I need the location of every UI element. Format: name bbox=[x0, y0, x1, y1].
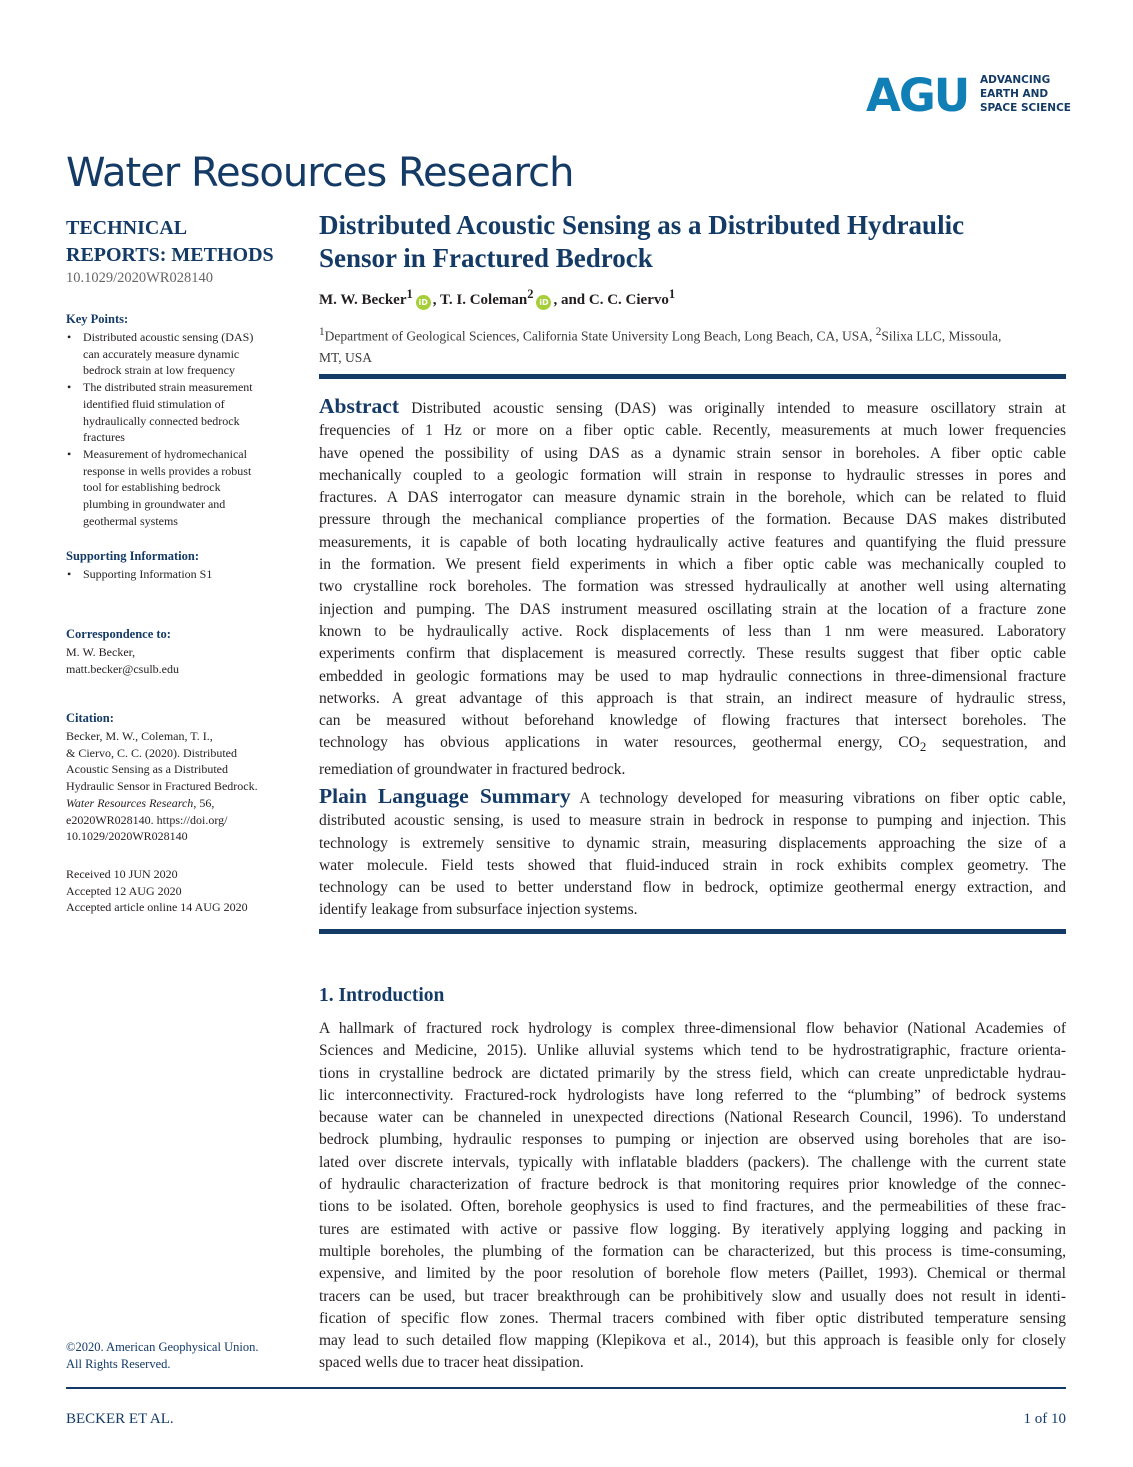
logo-line: EARTH AND bbox=[980, 88, 1049, 100]
divider bbox=[319, 374, 1066, 379]
section-type bbox=[66, 215, 288, 269]
key-point: • Measurement of hydromechanical response in wells provides a robust tool for establishing bedrock plumbing in groundwater and geothermal systems bbox=[83, 446, 288, 530]
key-points-list bbox=[66, 329, 288, 529]
introduction-heading: 1. Introduction bbox=[319, 985, 445, 1006]
citation-line: Hydraulic Sensor in Fractured Bedrock. bbox=[66, 779, 258, 794]
logo-line: ADVANCING bbox=[980, 74, 1051, 86]
title-line: Sensor in Fractured Bedrock bbox=[319, 243, 653, 273]
correspondence-name: M. W. Becker, bbox=[66, 645, 136, 659]
plain-language-summary: Plain Language Summary A technology developed for measuring vibrations on fiber optic cable, distributed acoustic sensing, is used to measure strain in bedrock in response to pumping and injection. This technology is extremely sensitive to dynamic strain, measuring displacements approaching the size of a water molecule. Field tests showed that fluid-induced strain in rock exhibits complex geometry. The technology can be used to better understand flow in bedrock, optimize geothermal energy extraction, and identify leakage from subsurface injection systems. bbox=[319, 784, 1066, 919]
citation-line: Acoustic Sensing as a Distributed bbox=[66, 762, 228, 777]
citation bbox=[66, 711, 288, 845]
accepted-date: Accepted 12 AUG 2020 bbox=[66, 883, 182, 898]
orcid-icon[interactable]: iD bbox=[416, 295, 431, 310]
supporting-label: Supporting Information: bbox=[66, 549, 200, 563]
copyright: ©2020. American Geophysical Union. All Rights Reserved. bbox=[66, 1340, 259, 1371]
authors: M. W. Becker$^1$iD , T. I. Coleman$^2$iD , and C. C. Ciervo$^1$ bbox=[319, 287, 676, 308]
citation-doi-link[interactable]: 10.1029/2020WR028140 bbox=[66, 829, 188, 844]
citation-label: Citation: bbox=[66, 711, 114, 725]
correspondence-label: Correspondence to: bbox=[66, 627, 171, 641]
pls-heading: Plain Language Summary bbox=[319, 784, 571, 808]
introduction-body: A hallmark of fractured rock hydrology is complex three-dimensional flow behavior (National Academies of Sciences and Medicine, 2015). Unlike alluvial systems which tend to be hydrostratigraphic, fracture orienta- tions in crystalline bedrock are dictated primarily by the stress field, which can create unpredictable hydrau- lic interconnectivity. Fractured-rock hydrologists have long referred to the “plumbing” of bedrock systems because water can be channeled in unexpected directions (National Research Council, 1996). To understand bedrock plumbing, hydraulic responses to pumping or injection are observed using boreholes that are iso- lated over discrete intervals, typically with inflatable bladders (packers). The challenge with the current state of hydraulic characterization of fracture bedrock is that monitoring requires prior knowledge of the connec- tions to be isolated. Often, borehole geophysics is used to find fractures, and the permeabilities of these frac- tures are estimated with active or passive flow logging. By iteratively applying logging and packing in multiple boreholes, the plumbing of the formation can be characterized, but this process is time-consuming, expensive, and limited by the poor resolution of borehole flow meters (Paillet, 1993). Chemical or thermal tracers can be used, but tracer breakthrough can be prohibitively slow and usually does not result in identi- fication of specific flow zones. Thermal tracers combined with fiber optic distributed temperature sensing may lead to such detailed flow mapping (Klepikova et al., 2014), but this approach is feasible only for closely spaced wells due to tracer heat dissipation. bbox=[319, 1020, 1066, 1372]
page-number: 1 of 10 bbox=[1023, 1411, 1066, 1427]
supporting-item[interactable]: • Supporting Information S1 bbox=[83, 566, 288, 583]
correspondence-email[interactable]: matt.becker@csulb.edu bbox=[66, 661, 180, 676]
author-name[interactable]: M. W. Becker bbox=[319, 292, 407, 308]
divider bbox=[319, 929, 1066, 934]
orcid-icon[interactable]: iD bbox=[536, 295, 551, 310]
citation-line: e2020WR028140. https://doi.org/ bbox=[66, 812, 228, 827]
affiliations: $^1$Department of Geological Sciences, California State University Long Beach, Long Beach, CA, USA, $^2$Silixa LLC, Missoula, MT, USA bbox=[319, 326, 1002, 365]
running-head: BECKER ET AL. bbox=[66, 1411, 174, 1427]
section-type-line: TECHNICAL bbox=[66, 217, 188, 239]
abstract-heading: Abstract bbox=[319, 394, 400, 418]
author-name[interactable]: , T. I. Coleman bbox=[432, 292, 528, 308]
agu-logo-mark: AGU bbox=[866, 69, 969, 122]
key-point: • Distributed acoustic sensing (DAS) can accurately measure dynamic bedrock strain at low frequency bbox=[83, 329, 288, 379]
key-points-label: Key Points: bbox=[66, 312, 129, 326]
abstract: Abstract Distributed acoustic sensing (DAS) was originally intended to measure oscillatory strain at frequencies of 1 Hz or more on a fiber optic cable. Recently, measurements at much lower frequencies have opened the possibility of using DAS as a dynamic strain sensor in boreholes. A fiber optic cable mechanically coupled to a geologic formation will strain in response to hydraulic stresses in pores and fractures. A DAS interrogator can measure dynamic strain in the borehole, which can be related to fluid pressure through the mechanical compliance properties of the formation. Because DAS makes distributed measurements, it is capable of both locating hydraulically active features and quantifying the fluid pressure in the formation. We present field experiments in which a fiber optic cable was mechanically coupled to two crystalline rock boreholes. The formation was stressed hydraulically at another well using alternating injection and pumping. The DAS instrument measured oscillating strain at the location of a fracture zone known to be hydraulically active. Rock displacements of less than 1 nm were measured. Laboratory experiments confirm that displacement is measured correctly. These results suggest that fiber optic cable embedded in geologic formations may be used to map hydraulic connections in three-dimensional fracture networks. A great advantage of this approach is that strain, an indirect measure of hydraulic stress, can be measured without beforehand knowledge of flowing fractures that intersect boreholes. The technology has obvious applications in water resources, geothermal energy, $CO_2$ sequestration, and remediation of groundwater in fractured bedrock. bbox=[319, 394, 1066, 778]
correspondence bbox=[66, 627, 288, 677]
online-date: Accepted article online 14 AUG 2020 bbox=[66, 900, 248, 915]
abstract-line: Abstract Distributed acoustic sensing (DAS) was originally intended to measure oscillatory strain at bbox=[319, 394, 1066, 418]
section-type-line: REPORTS: METHODS bbox=[66, 244, 274, 266]
title-line: Distributed Acoustic Sensing as a Distributed Hydraulic bbox=[319, 210, 965, 240]
logo-line: SPACE SCIENCE bbox=[980, 102, 1071, 114]
footer-divider bbox=[66, 1387, 1066, 1389]
article-title bbox=[319, 209, 1066, 275]
author-name[interactable]: , and C. C. Ciervo bbox=[553, 292, 669, 308]
doi: 10.1029/2020WR028140 bbox=[66, 270, 214, 286]
journal-title: Water Resources Research bbox=[66, 150, 574, 196]
agu-logo bbox=[866, 70, 1076, 120]
citation-line: Water Resources Research, 56, bbox=[66, 795, 215, 810]
citation-line: & Ciervo, C. C. (2020). Distributed bbox=[66, 745, 237, 760]
agu-logo-text bbox=[980, 73, 1071, 115]
citation-journal: Water Resources Research bbox=[66, 795, 194, 810]
key-points bbox=[66, 312, 288, 529]
received-date: Received 10 JUN 2020 bbox=[66, 867, 178, 881]
key-point: • The distributed strain measurement identified fluid stimulation of hydraulically connected bedrock fractures bbox=[83, 379, 288, 446]
dates bbox=[66, 866, 288, 916]
citation-line: Becker, M. W., Coleman, T. I., bbox=[66, 729, 213, 743]
supporting-information bbox=[66, 549, 288, 583]
